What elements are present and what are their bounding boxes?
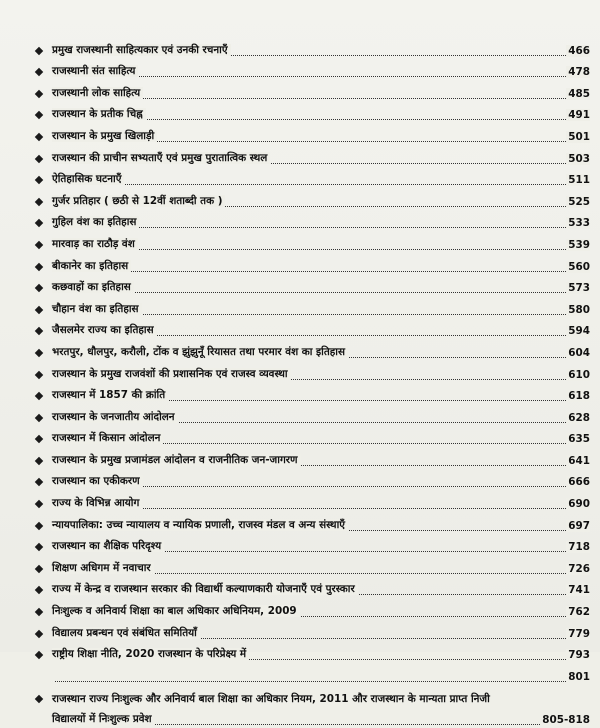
toc-entry[interactable]: [0, 124, 600, 146]
entry-page-number: 779: [568, 627, 590, 640]
toc-entry[interactable]: [0, 103, 600, 125]
diamond-bullet-icon: [35, 478, 43, 486]
entry-title: निःशुल्क व अनिवार्य शिक्षा का बाल अधिकार अधिनियम, 2009: [52, 605, 300, 617]
entry-page-number: 478: [568, 66, 590, 79]
toc-entry[interactable]: [0, 276, 600, 298]
entry-title: राजस्थान की प्राचीन सभ्यताएँ एवं प्रमुख पुरातात्विक स्थल: [52, 152, 270, 164]
toc-entry[interactable]: [0, 491, 600, 513]
diamond-bullet-icon: [35, 392, 43, 400]
entry-page-number: 525: [568, 195, 590, 208]
entry-title: भरतपुर, धौलपुर, करौली, टोंक व झुंझुनूँ रियासत तथा परमार वंश का इतिहास: [52, 346, 348, 358]
toc-entry[interactable]: [0, 405, 600, 427]
entry-page-number: 503: [568, 152, 590, 165]
diamond-bullet-icon: [35, 521, 43, 529]
entry-page-number: 805-818: [542, 713, 590, 726]
entry-title: राजस्थान के जनजातीय आंदोलन: [52, 411, 178, 423]
entry-page-number: 628: [568, 411, 590, 424]
diamond-bullet-icon: [35, 90, 43, 98]
diamond-bullet-icon: [35, 435, 43, 443]
toc-entry[interactable]: [0, 621, 600, 643]
entry-page-number: 801: [568, 670, 590, 683]
diamond-bullet-icon: [35, 68, 43, 76]
entry-page-number: 641: [568, 454, 590, 467]
toc-entry[interactable]: [0, 556, 600, 578]
entry-title: राजस्थानी संत साहित्य: [52, 65, 138, 77]
entry-title: जैसलमेर राज्य का इतिहास: [52, 324, 157, 336]
entry-page-number: 580: [568, 303, 590, 316]
entry-title: राजस्थान के प्रमुख खिलाड़ी: [52, 130, 157, 142]
toc-entry[interactable]: [0, 81, 600, 103]
toc-entry[interactable]: [0, 643, 600, 665]
toc-entry[interactable]: [0, 362, 600, 384]
entry-title: चौहान वंश का इतिहास: [52, 303, 142, 315]
toc-entry[interactable]: [0, 664, 600, 686]
diamond-bullet-icon: [35, 349, 43, 357]
entry-title: [52, 671, 55, 683]
diamond-bullet-icon: [35, 370, 43, 378]
entry-title: राजस्थानी लोक साहित्य: [52, 87, 143, 99]
toc-entry[interactable]: [0, 578, 600, 600]
diamond-bullet-icon: [35, 305, 43, 313]
diamond-bullet-icon: [35, 46, 43, 54]
diamond-bullet-icon: [35, 198, 43, 206]
entry-title: बीकानेर का इतिहास: [52, 260, 131, 272]
entry-page-number: 533: [568, 217, 590, 230]
entry-page-number: 560: [568, 260, 590, 273]
diamond-bullet-icon: [35, 219, 43, 227]
entry-page-number: 718: [568, 541, 590, 554]
diamond-bullet-icon: [35, 413, 43, 421]
diamond-bullet-icon: [35, 651, 43, 659]
toc-entry[interactable]: [0, 535, 600, 557]
diamond-bullet-icon: [35, 262, 43, 270]
entry-title: मारवाड़ का राठौड़ वंश: [52, 238, 138, 250]
entry-page-number: 604: [568, 346, 590, 359]
diamond-bullet-icon: [35, 457, 43, 465]
entry-page-number: 697: [568, 519, 590, 532]
entry-title: राजस्थान का शैक्षिक परिदृश्य: [52, 540, 164, 552]
diamond-bullet-icon: [35, 586, 43, 594]
entry-page-number: 635: [568, 433, 590, 446]
toc-entry[interactable]: [0, 448, 600, 470]
entry-page-number: 539: [568, 238, 590, 251]
diamond-bullet-icon: [35, 241, 43, 249]
toc-entry[interactable]: [0, 297, 600, 319]
toc-entry[interactable]: [0, 189, 600, 211]
toc-entry[interactable]: [0, 168, 600, 190]
dot-leader: [52, 681, 572, 682]
entry-page-number: 511: [568, 174, 590, 187]
toc-entry[interactable]: [0, 340, 600, 362]
entry-page-number: 793: [568, 649, 590, 662]
entry-page-number: 573: [568, 282, 590, 295]
dot-leader: [52, 184, 572, 185]
toc-entry[interactable]: [0, 211, 600, 233]
diamond-bullet-icon: [35, 327, 43, 335]
entry-title: ऐतिहासिक घटनाएँ: [52, 173, 124, 185]
entry-title-line2: विद्यालयों में निःशुल्क प्रवेश: [52, 713, 155, 725]
entry-title: राजस्थान का एकीकरण: [52, 475, 143, 487]
diamond-bullet-icon: [35, 608, 43, 616]
entry-page-number: 610: [568, 368, 590, 381]
diamond-bullet-icon: [35, 284, 43, 292]
entry-title: विद्यालय प्रबन्धन एवं संबंधित समितियाँ: [52, 627, 200, 639]
entry-title: शिक्षण अधिगम में नवाचार: [52, 562, 154, 574]
entry-page-number: 690: [568, 498, 590, 511]
diamond-bullet-icon: [35, 133, 43, 141]
toc-entry[interactable]: [0, 599, 600, 621]
toc-entry[interactable]: [0, 38, 600, 60]
entry-page-number: 741: [568, 584, 590, 597]
entry-page-number: 485: [568, 87, 590, 100]
toc-entry[interactable]: [0, 146, 600, 168]
toc-entry[interactable]: [0, 319, 600, 341]
diamond-bullet-icon: [35, 176, 43, 184]
toc-entry[interactable]: [0, 513, 600, 535]
toc-entry[interactable]: [0, 232, 600, 254]
entry-title: कछवाहों का इतिहास: [52, 281, 134, 293]
entry-page-number: 726: [568, 562, 590, 575]
entry-title: राज्य के विभिन्न आयोग: [52, 497, 142, 509]
toc-entry[interactable]: [0, 384, 600, 406]
toc-entry[interactable]: [0, 427, 600, 449]
diamond-bullet-icon: [35, 543, 43, 551]
entry-title: राजस्थान में 1857 की क्रांति: [52, 389, 168, 401]
diamond-bullet-icon: [35, 154, 43, 162]
toc-entry[interactable]: [0, 470, 600, 492]
entry-page-number: 491: [568, 109, 590, 122]
toc-entry[interactable]: [0, 254, 600, 276]
entry-page-number: 618: [568, 390, 590, 403]
toc-entry[interactable]: [0, 60, 600, 82]
entry-title: गुर्जर प्रतिहार ( छठी से 12वीं शताब्दी तक ): [52, 195, 225, 207]
entry-page-number: 666: [568, 476, 590, 489]
entry-page-number: 762: [568, 606, 590, 619]
entry-title: राजस्थान के प्रतीक चिह्न: [52, 108, 146, 120]
diamond-bullet-icon: [35, 695, 43, 703]
entry-page-number: 501: [568, 130, 590, 143]
entry-title: प्रमुख राजस्थानी साहित्यकार एवं उनकी रचनाएँ: [52, 44, 231, 56]
diamond-bullet-icon: [35, 500, 43, 508]
table-of-contents: [0, 38, 600, 728]
entry-title: राजस्थान में किसान आंदोलन: [52, 432, 163, 444]
entry-page-number: 466: [568, 44, 590, 57]
entry-page-number: 594: [568, 325, 590, 338]
entry-title: राष्ट्रीय शिक्षा नीति, 2020 राजस्थान के परिप्रेक्ष्य में: [52, 648, 249, 660]
entry-title: राजस्थान के प्रमुख प्रजामंडल आंदोलन व राजनीतिक जन-जागरण: [52, 454, 301, 466]
diamond-bullet-icon: [35, 111, 43, 119]
diamond-bullet-icon: [35, 629, 43, 637]
entry-title: राज्य में केन्द्र व राजस्थान सरकार की विद्यार्थी कल्याणकारी योजनाएँ एवं पुरस्कार: [52, 583, 358, 595]
diamond-bullet-icon: [35, 565, 43, 573]
entry-title: राजस्थान के प्रमुख राजवंशों की प्रशासनिक एवं राजस्व व्यवस्था: [52, 368, 291, 380]
entry-title: न्यायपालिका: उच्च न्यायालय व न्यायिक प्रणाली, राजस्व मंडल व अन्य संस्थाएँ: [52, 519, 348, 531]
entry-title: गुहिल वंश का इतिहास: [52, 216, 139, 228]
toc-entry-last[interactable]: [0, 686, 600, 728]
entry-title-line1: राजस्थान राज्य निःशुल्क और अनिवार्य बाल शिक्षा का अधिकार नियम, 2011 और राजस्थान के मान्यता प्राप्त निजी: [52, 692, 490, 705]
